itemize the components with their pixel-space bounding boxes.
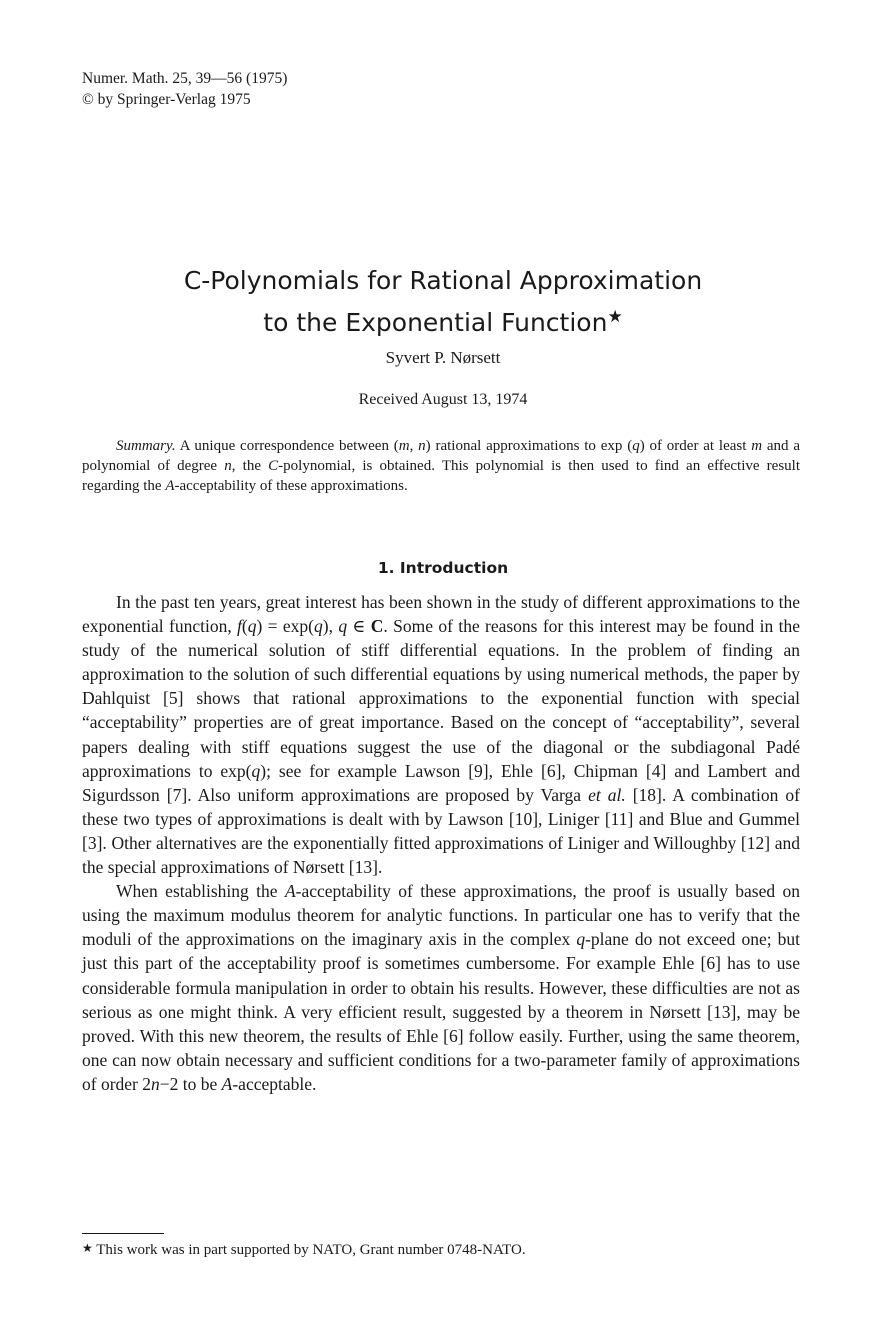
paper-title: [0, 262, 886, 341]
body-text: ∈: [347, 616, 371, 637]
journal-copyright: © by Springer-Verlag 1975: [82, 91, 251, 108]
body-text: In the past ten years, great interest has been shown in the study of different approximations to the exponential function,: [82, 592, 800, 637]
body-text: When establishing the: [116, 881, 285, 902]
summary-math: q: [632, 438, 640, 454]
math-symbol: C: [370, 616, 384, 637]
math-symbol: f: [237, 616, 242, 637]
body-text: ); see for example Lawson [9], Ehle [6], Chipman [4] and Lambert and Sigurdsson [7]. Also uniform approximations are proposed by Varga: [82, 760, 800, 805]
body-text: (: [241, 616, 248, 637]
summary-text: ) rational approximations to exp (: [425, 438, 633, 454]
footnote-divider: [82, 1233, 164, 1234]
math-symbol: q: [314, 616, 323, 637]
summary-math: A: [165, 478, 175, 494]
footnote-text: This work was in part supported by NATO, Grant number 0748-NATO.: [92, 1242, 526, 1258]
summary-text: , the: [231, 458, 269, 474]
summary-text: ,: [409, 438, 419, 454]
summary-abstract: [82, 436, 800, 496]
math-symbol: q: [251, 760, 261, 781]
body-text: -acceptable.: [232, 1073, 317, 1094]
math-symbol: n: [151, 1073, 160, 1094]
title-line-2: [0, 299, 886, 341]
journal-header: [82, 68, 287, 110]
body-text: ),: [322, 616, 339, 637]
math-symbol: A: [284, 881, 296, 902]
section-heading: 1. Introduction: [377, 559, 509, 577]
summary-math: m: [751, 438, 763, 454]
journal-citation: Numer. Math. 25, 39—56 (1975): [82, 70, 288, 87]
summary-math: n: [224, 458, 232, 474]
title-footnote-marker: ★: [607, 307, 623, 327]
et-al: et al.: [588, 784, 626, 805]
intro-paragraph-1: [82, 590, 800, 879]
summary-math: n: [418, 438, 426, 454]
body-text: -acceptability of these approximations, the proof is usually based on using the maximum modulus theorem for analytic functions. In particular one has to verify that the moduli of the approximations on the imaginary axis in the complex: [82, 881, 800, 950]
body-text: -plane do not exceed one; but just this part of the acceptability proof is sometimes cumbersome. For example Ehle [6] has to use considerable formula manipulation in order to obtain his results. However, these difficulties are not as serious as one might think. A very efficient result, suggested by a theorem in Nørsett [13], may be proved. With this new theorem, the results of Ehle [6] follow easily. Further, using the same theorem, one can now obtain necessary and sufficient conditions for a two-parameter family of approximations of order 2: [82, 929, 800, 1094]
summary-label: Summary.: [116, 438, 176, 454]
math-symbol: A: [221, 1073, 233, 1094]
intro-paragraph-2: [82, 879, 800, 1096]
author-name: Syvert P. Nørsett: [385, 348, 501, 367]
summary-text: A unique correspondence between (: [175, 438, 399, 454]
title-line-1: C-Polynomials for Rational Approximation: [183, 266, 703, 295]
footnote: [82, 1238, 800, 1261]
summary-paragraph: [82, 436, 800, 496]
body-text: ) = exp(: [256, 616, 315, 637]
footnote-marker: ★: [82, 1241, 93, 1255]
summary-text: ) of order at least: [639, 438, 752, 454]
title-line-2-text: to the Exponential Function: [263, 308, 608, 337]
body-text: [18]. A combination of these two types of approximations is dealt with by Lawson [10], Liniger [11] and Blue and Gummel [3]. Other alternatives are the exponentially fitted approximations of Liniger and Willoughby [12] and the special approximations of Nørsett [13].: [82, 784, 800, 878]
math-symbol: q: [338, 616, 348, 637]
summary-math: m: [398, 438, 410, 454]
summary-text: -acceptability of these approximations.: [174, 478, 408, 494]
received-date: Received August 13, 1974: [358, 391, 528, 408]
summary-text: -polynomial, is obtained. This polynomial is then used to find an effective result regarding the: [82, 458, 801, 494]
introduction-body: [82, 590, 800, 1096]
body-text: . Some of the reasons for this interest may be found in the study of the numerical solution of stiff differential equations. In the problem of finding an approximation to the solution of such differential equations by using numerical methods, the paper by Dahlquist [5] shows that rational approximations to the exponential function with special “acceptability” properties are of great importance. Based on the concept of “acceptability”, several papers dealing with stiff equations suggest the use of the diagonal or the subdiagonal Padé approximations to exp(: [82, 616, 800, 781]
math-symbol: q: [576, 929, 586, 950]
summary-math: C: [268, 458, 279, 474]
math-symbol: q: [247, 616, 257, 637]
summary-text: and a polynomial of degree: [82, 438, 801, 474]
body-text: −2 to be: [159, 1073, 222, 1094]
